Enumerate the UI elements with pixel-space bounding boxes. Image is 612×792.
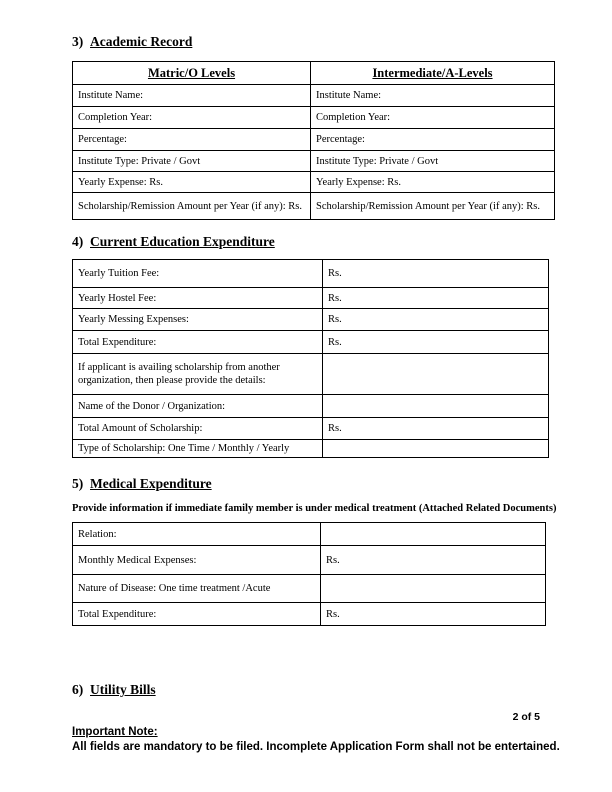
section-number: 3) xyxy=(72,34,84,49)
table-cell: Relation: xyxy=(73,523,321,546)
table-cell: Monthly Medical Expenses: xyxy=(73,546,321,575)
table-row xyxy=(73,288,549,309)
section-heading-utility-bills xyxy=(72,682,156,697)
table-cell: Nature of Disease: One time treatment /Acute xyxy=(73,575,321,603)
table-cell: Yearly Expense: Rs. xyxy=(311,172,555,193)
table-row xyxy=(73,309,549,331)
table-cell: Rs. xyxy=(323,288,549,309)
table-row xyxy=(73,151,555,172)
table-cell: Percentage: xyxy=(311,129,555,151)
table-row xyxy=(73,172,555,193)
table-cell: Rs. xyxy=(323,260,549,288)
table-cell: Institute Name: xyxy=(311,85,555,107)
important-note-title: Important Note: xyxy=(72,726,158,738)
table-cell: Yearly Hostel Fee: xyxy=(73,288,323,309)
table-cell: If applicant is availing scholarship from another organization, then please provide the details: xyxy=(73,354,323,395)
important-note-body: All fields are mandatory to be filed. Incomplete Application Form shall not be entertained. xyxy=(72,741,560,753)
table-header-row xyxy=(73,62,555,85)
table-row xyxy=(73,546,546,575)
table-cell: Rs. xyxy=(321,603,546,626)
table-cell: Total Expenditure: xyxy=(73,331,323,354)
table-row xyxy=(73,193,555,220)
section-number: 5) xyxy=(72,476,84,491)
medical-note: Provide information if immediate family member is under medical treatment (Attached Related Documents) xyxy=(72,503,557,514)
table-cell: Institute Type: Private / Govt xyxy=(311,151,555,172)
table-row xyxy=(73,523,546,546)
table-cell: Percentage: xyxy=(73,129,311,151)
column-header-intermediate: Intermediate/A-Levels xyxy=(311,62,555,85)
table-cell: Rs. xyxy=(321,546,546,575)
section-title: Utility Bills xyxy=(90,682,156,697)
table-row xyxy=(73,418,549,440)
table-cell: Total Amount of Scholarship: xyxy=(73,418,323,440)
table-cell: Yearly Tuition Fee: xyxy=(73,260,323,288)
section-heading-current-education-expenditure xyxy=(72,234,275,249)
academic-record-table xyxy=(72,61,555,220)
section-heading-academic-record xyxy=(72,34,192,49)
table-row xyxy=(73,354,549,395)
table-cell xyxy=(323,440,549,458)
section-heading-medical-expenditure xyxy=(72,476,212,491)
table-row xyxy=(73,575,546,603)
medical-expenditure-table xyxy=(72,522,546,626)
table-cell: Institute Name: xyxy=(73,85,311,107)
table-row xyxy=(73,260,549,288)
table-cell: Completion Year: xyxy=(73,107,311,129)
section-number: 6) xyxy=(72,682,84,697)
table-cell: Yearly Expense: Rs. xyxy=(73,172,311,193)
education-expenditure-table xyxy=(72,259,549,458)
table-cell: Name of the Donor / Organization: xyxy=(73,395,323,418)
table-row xyxy=(73,331,549,354)
table-row xyxy=(73,85,555,107)
section-title: Current Education Expenditure xyxy=(90,234,275,249)
table-row xyxy=(73,603,546,626)
table-cell: Rs. xyxy=(323,418,549,440)
table-cell: Scholarship/Remission Amount per Year (if any): Rs. xyxy=(311,193,555,220)
column-header-matric: Matric/O Levels xyxy=(73,62,311,85)
table-cell: Rs. xyxy=(323,331,549,354)
table-cell: Scholarship/Remission Amount per Year (if any): Rs. xyxy=(73,193,311,220)
section-title: Academic Record xyxy=(90,34,193,49)
table-cell xyxy=(321,523,546,546)
table-cell: Institute Type: Private / Govt xyxy=(73,151,311,172)
table-row xyxy=(73,107,555,129)
page-number: 2 of 5 xyxy=(512,711,540,723)
table-row xyxy=(73,395,549,418)
table-cell: Rs. xyxy=(323,309,549,331)
section-number: 4) xyxy=(72,234,84,249)
table-cell: Completion Year: xyxy=(311,107,555,129)
table-cell: Total Expenditure: xyxy=(73,603,321,626)
table-row xyxy=(73,129,555,151)
table-cell xyxy=(321,575,546,603)
table-row xyxy=(73,440,549,458)
table-cell: Type of Scholarship: One Time / Monthly / Yearly xyxy=(73,440,323,458)
section-title: Medical Expenditure xyxy=(90,476,212,491)
table-cell xyxy=(323,354,549,395)
table-cell xyxy=(323,395,549,418)
table-cell: Yearly Messing Expenses: xyxy=(73,309,323,331)
